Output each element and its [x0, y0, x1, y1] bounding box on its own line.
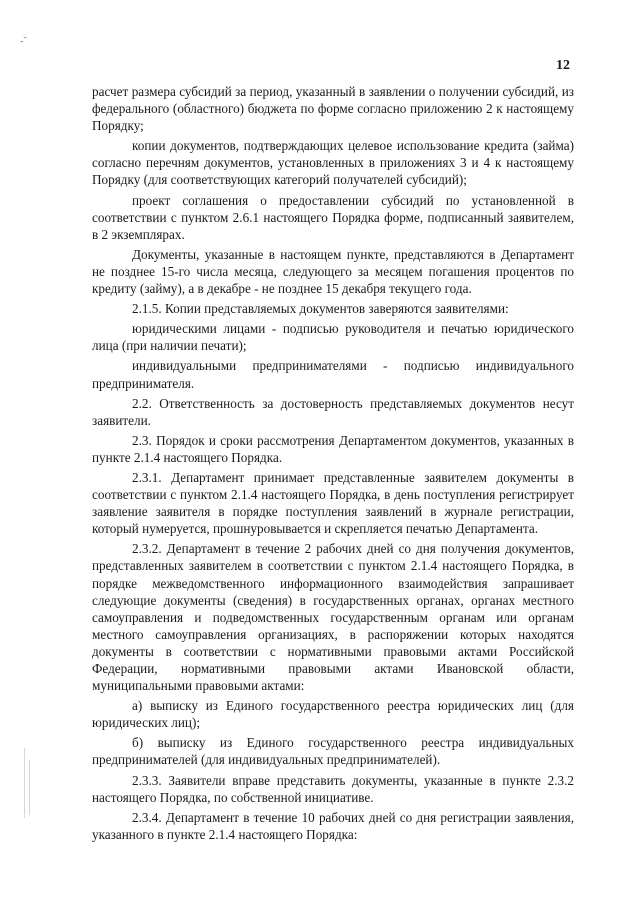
paragraph: расчет размера субсидий за период, указанный в заявлении о получении субсидий, из федерального (областного) бюджета по форме согласно приложению 2 к настоящему Порядку;: [92, 84, 574, 134]
paragraph: 2.3.1. Департамент принимает представленные заявителем документы в соответствии с пунктом 2.1.4 настоящего Порядка, в день поступления регистрирует заявление заявителя в порядке поступления заявлений в журнале регистрации, который нумеруется, прошнуровывается и скрепляется печатью Департамента.: [92, 469, 574, 537]
document-body: [92, 83, 574, 846]
paragraph: б) выписку из Единого государственного реестра индивидуальных предпринимателей (для индивидуальных предпринимателей).: [92, 735, 574, 768]
paragraph: Документы, указанные в настоящем пункте, представляются в Департамент не позднее 15-го числа месяца, следующего за месяцем погашения процентов по кредиту (займу), а в декабре - не позднее 15 декабря текущего года.: [92, 246, 574, 297]
scan-mark: -˘: [20, 36, 27, 47]
paragraph: проект соглашения о предоставлении субсидий по установленной в соответствии с пунктом 2.6.1 настоящего Порядка форме, подписанный заявителем, в 2 экземплярах.: [92, 192, 574, 242]
scan-artifact-line: [29, 760, 30, 815]
scan-artifact-line: [24, 748, 25, 818]
paragraph: 2.3.2. Департамент в течение 2 рабочих дней со дня получения документов, представленных заявителем в соответствии с пунктом 2.1.4 настоящего Порядка, в порядке межведомственного информационного взаимодействия запрашивает следующие документы (сведения) в государственных органах, органах местного самоуправления и подведомственных государственным органам или органам местного самоуправления организациях, в распоряжении которых находятся документы в соответствии с нормативными правовыми актами Российской Федерации, нормативными правовыми актами Ивановской области, муниципальными правовыми актами:: [92, 541, 574, 694]
paragraph: юридическими лицами - подписью руководителя и печатью юридического лица (при наличии печати);: [92, 321, 574, 354]
paragraph: 2.3. Порядок и сроки рассмотрения Департаментом документов, указанных в пункте 2.1.4 настоящего Порядка.: [92, 432, 574, 465]
paragraph: 2.1.5. Копии представляемых документов заверяются заявителями:: [132, 301, 509, 317]
paragraph: индивидуальными предпринимателями - подписью индивидуального предпринимателя.: [92, 358, 574, 391]
paragraph: 2.2. Ответственность за достоверность представляемых документов несут заявители.: [92, 395, 574, 428]
page-number: 12: [556, 58, 570, 73]
paragraph: копии документов, подтверждающих целевое использование кредита (займа) согласно перечням документов, установленных в приложениях 3 и 4 к настоящему Порядку (для соответствующих категорий получателей субсидий);: [92, 138, 574, 188]
paragraph: а) выписку из Единого государственного реестра юридических лиц (для юридических лиц);: [92, 698, 574, 731]
paragraph: 2.3.3. Заявители вправе представить документы, указанные в пункте 2.3.2 настоящего Порядка, по собственной инициативе.: [92, 772, 574, 805]
paragraph: 2.3.4. Департамент в течение 10 рабочих дней со дня регистрации заявления, указанного в пункте 2.1.4 настоящего Порядка:: [92, 809, 574, 842]
